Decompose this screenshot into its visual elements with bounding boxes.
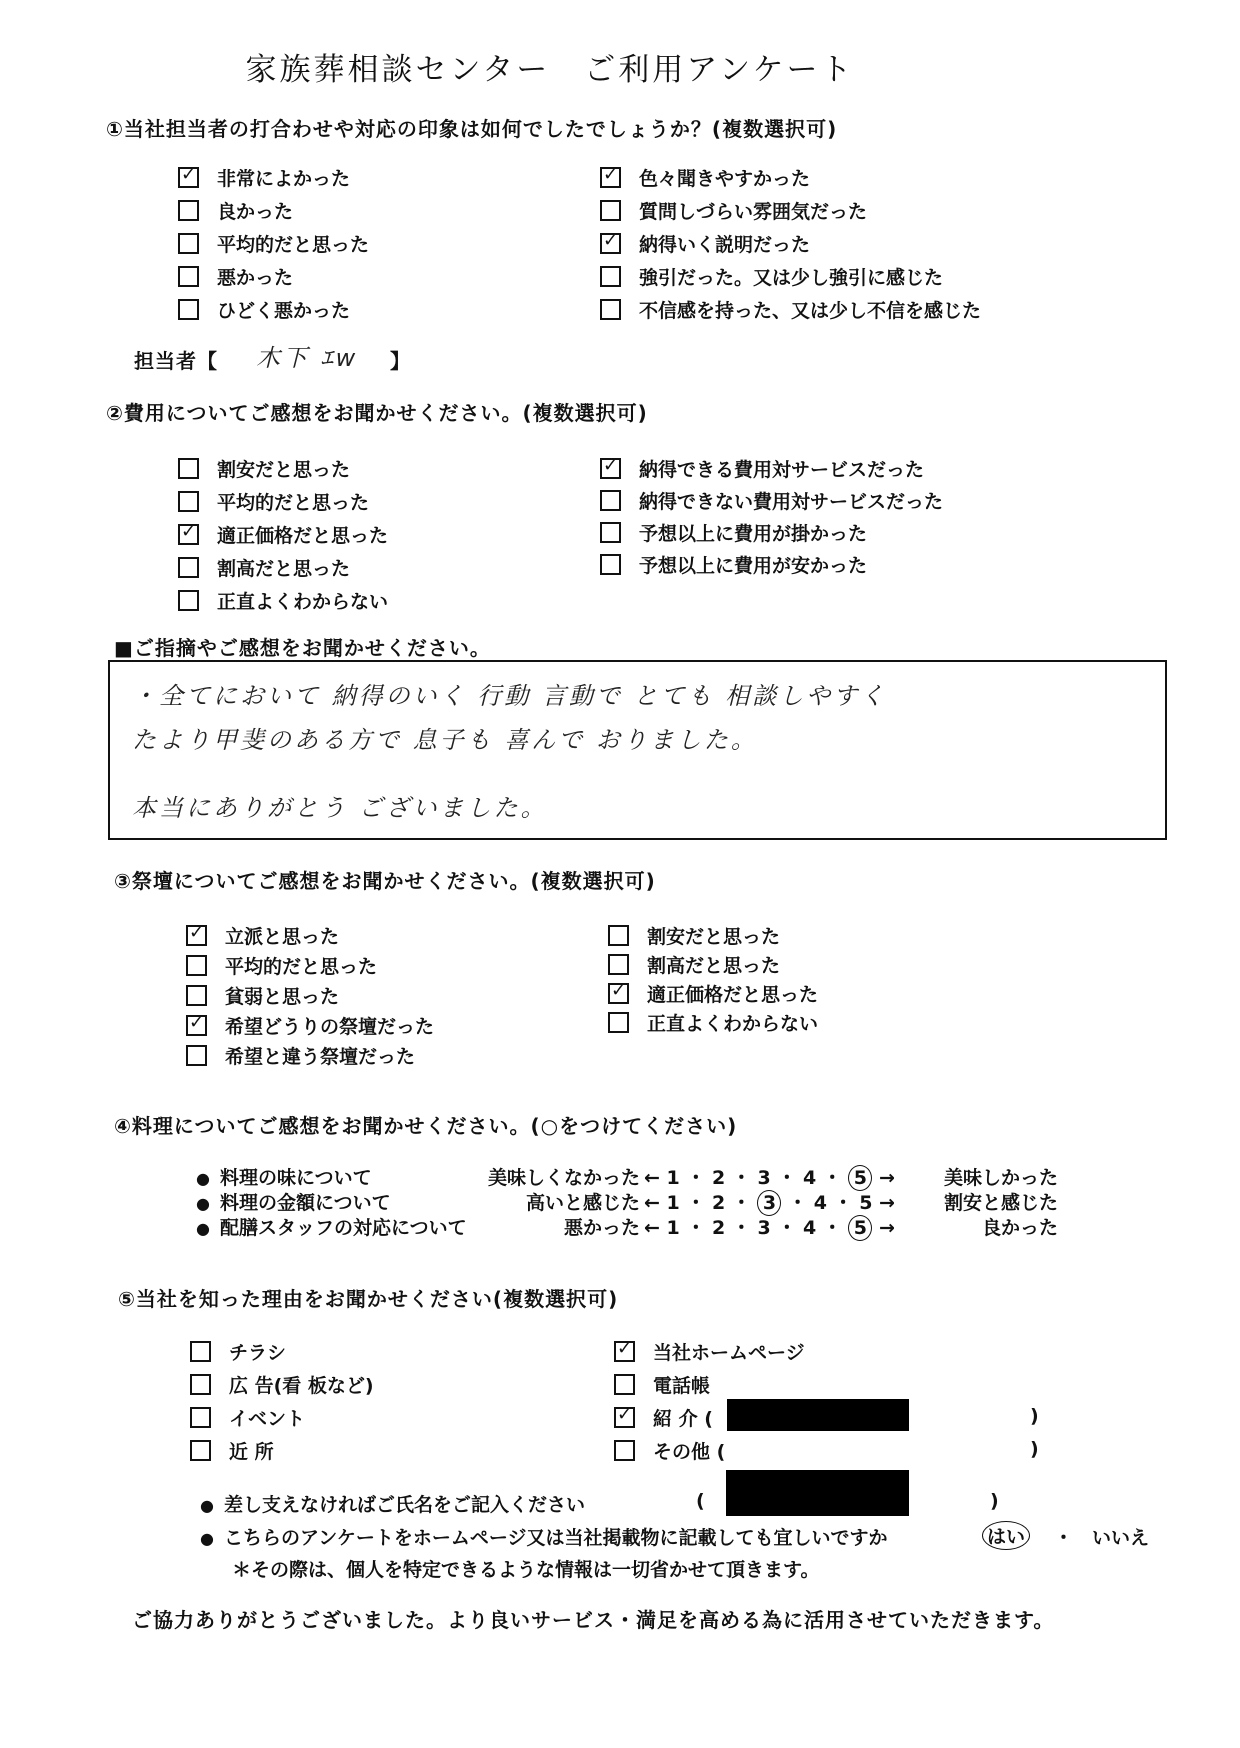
rating-option[interactable]: 1 (666, 1167, 680, 1189)
bullet-icon: ● (196, 1169, 210, 1188)
q3-left-option[interactable] (186, 1042, 415, 1069)
q3-left-option[interactable] (186, 952, 377, 979)
option-label: 正直よくわからない (217, 591, 389, 613)
option-label: その他 ( (653, 1441, 726, 1463)
checkbox-icon[interactable] (608, 1012, 629, 1033)
bullet-icon: ● (196, 1194, 210, 1213)
rating-high-label: 良かった (981, 1217, 1058, 1239)
checkbox-icon[interactable] (608, 925, 629, 946)
option-label: 当社ホームページ (653, 1342, 805, 1364)
q2-right-option[interactable] (600, 519, 867, 546)
name-open-paren: ( (696, 1490, 705, 1512)
option-label: 納得いく説明だった (639, 234, 811, 256)
rating-row-label (196, 1213, 467, 1240)
option-label: 適正価格だと思った (217, 525, 389, 547)
other-close-paren: ) (1030, 1438, 1039, 1460)
option-label: 納得できる費用対サービスだった (639, 459, 925, 481)
option-label: 広 告(看 板など) (229, 1375, 374, 1397)
q2-left-option[interactable] (178, 521, 388, 548)
selected-rating-option[interactable]: 5 (848, 1215, 872, 1241)
checkbox-icon[interactable] (600, 200, 621, 221)
option-label: 貧弱と思った (225, 986, 340, 1008)
option-label: 不信感を持った、又は少し不信を感じた (639, 300, 982, 322)
checked-checkbox-icon[interactable] (186, 1015, 207, 1036)
comment-line-2: たより甲斐のある方で 息子も 喜んで おりました。 (132, 726, 758, 754)
rating-option[interactable]: 1 (666, 1192, 680, 1214)
q5-right-option[interactable] (614, 1437, 725, 1464)
staff-close: 】 (390, 349, 411, 373)
option-label: 非常によかった (217, 168, 351, 190)
q1-left-option[interactable] (178, 164, 350, 191)
q2-right-option[interactable] (600, 487, 943, 514)
checked-checkbox-icon[interactable] (614, 1341, 635, 1362)
rating-low-label: 高いと感じた (525, 1192, 640, 1214)
checkbox-icon[interactable] (186, 955, 207, 976)
rating-option[interactable]: 3 (757, 1217, 771, 1239)
checkbox-icon[interactable] (186, 1045, 207, 1066)
rating-option[interactable]: 4 (802, 1167, 817, 1189)
checkbox-icon[interactable] (600, 299, 621, 320)
q1-right-option[interactable] (600, 263, 943, 290)
option-label: 正直よくわからない (647, 1013, 819, 1035)
name-line-text: 差し支えなければご氏名をご記入ください (223, 1494, 585, 1516)
checkbox-icon[interactable] (186, 985, 207, 1006)
rating-row-label (196, 1163, 372, 1190)
option-label: 予想以上に費用が掛かった (639, 523, 868, 545)
selected-rating-option[interactable]: 3 (757, 1190, 781, 1216)
checkbox-icon[interactable] (178, 266, 199, 287)
checked-checkbox-icon[interactable] (600, 167, 621, 188)
rating-question: 配膳スタッフの対応について (219, 1217, 467, 1239)
comments-label: ■ご指摘やご感想をお聞かせください。 (114, 636, 491, 660)
option-label: 割高だと思った (217, 558, 351, 580)
option-label: 平均的だと思った (217, 234, 370, 256)
referral-close-paren: ) (1030, 1405, 1039, 1427)
option-label: 平均的だと思った (217, 492, 370, 514)
page-title: 家族葬相談センター ご利用アンケート (245, 52, 855, 88)
selected-rating-option[interactable]: 5 (848, 1165, 872, 1191)
q5-right-option[interactable] (614, 1371, 710, 1398)
checkbox-icon[interactable] (178, 299, 199, 320)
option-label: 色々聞きやすかった (639, 168, 811, 190)
question-4-label: ④料理についてご感想をお聞かせください。(○をつけてください) (114, 1114, 738, 1138)
option-label: ひどく悪かった (217, 300, 351, 322)
checkbox-icon[interactable] (600, 554, 621, 575)
q3-right-option[interactable] (608, 1009, 818, 1036)
option-label: 電話帳 (653, 1375, 711, 1397)
consent-line-text: こちらのアンケートをホームページ又は当社掲載物に記載しても宜しいですか (223, 1527, 888, 1549)
checkbox-icon[interactable] (190, 1407, 211, 1428)
option-label: 希望どうりの祭壇だった (225, 1016, 435, 1038)
comment-line-1: ・全てにおいて 納得のいく 行動 言動で とても 相談しやすく (132, 682, 888, 710)
rating-option[interactable]: 5 (859, 1192, 873, 1214)
checkbox-icon[interactable] (190, 1374, 211, 1395)
rating-option[interactable]: 2 (712, 1192, 726, 1214)
redacted-name (726, 1470, 909, 1516)
option-label: 希望と違う祭壇だった (225, 1046, 416, 1068)
checkbox-icon[interactable] (178, 200, 199, 221)
q1-right-option[interactable] (600, 230, 810, 257)
option-label: 紹 介 ( (653, 1408, 713, 1430)
q5-left-option[interactable] (190, 1338, 286, 1365)
question-2-label: ②費用についてご感想をお聞かせください。(複数選択可) (106, 401, 648, 425)
checkbox-icon[interactable] (600, 522, 621, 543)
privacy-note: ＊その際は、個人を特定できるような情報は一切省かせて頂きます。 (232, 1559, 820, 1581)
checked-checkbox-icon[interactable] (614, 1407, 635, 1428)
q5-left-option[interactable] (190, 1404, 305, 1431)
option-label: 適正価格だと思った (647, 984, 819, 1006)
checkbox-icon[interactable] (608, 954, 629, 975)
q1-left-option[interactable] (178, 230, 369, 257)
q2-left-option[interactable] (178, 488, 369, 515)
q1-right-option[interactable] (600, 164, 810, 191)
consent-separator: ・ (1054, 1527, 1074, 1549)
checked-checkbox-icon[interactable] (178, 167, 199, 188)
staff-label: 担当者【 (134, 349, 218, 373)
option-label: 納得できない費用対サービスだった (639, 491, 944, 513)
checkbox-icon[interactable] (600, 266, 621, 287)
q1-right-option[interactable] (600, 197, 867, 224)
option-label: 立派と思った (225, 926, 340, 948)
name-close-paren: ) (990, 1490, 999, 1512)
option-label: 良かった (217, 201, 294, 223)
q3-left-option[interactable] (186, 982, 339, 1009)
option-label: 割安だと思った (217, 459, 351, 481)
bullet-icon: ● (196, 1219, 210, 1238)
rating-scale[interactable]: ← 1 ・ 2 ・ 3 ・ 4 ・ 5 → (644, 1192, 895, 1214)
q2-left-option[interactable] (178, 587, 388, 614)
option-label: 予想以上に費用が安かった (639, 555, 868, 577)
q5-left-option[interactable] (190, 1371, 374, 1398)
rating-option[interactable]: 2 (712, 1217, 726, 1239)
redacted-referral (727, 1399, 909, 1431)
rating-low-label: 美味しくなかった (487, 1167, 640, 1189)
checked-checkbox-icon[interactable] (608, 983, 629, 1004)
checked-checkbox-icon[interactable] (178, 524, 199, 545)
option-label: 近 所 (229, 1441, 274, 1463)
checkbox-icon[interactable] (614, 1440, 635, 1461)
option-label: イベント (229, 1408, 306, 1430)
bullet-icon: ● (200, 1529, 214, 1548)
q3-right-option[interactable] (608, 922, 780, 949)
rating-low-label: 悪かった (563, 1217, 640, 1239)
rating-option[interactable]: 4 (802, 1217, 817, 1239)
q1-right-option[interactable] (600, 296, 981, 323)
question-3-label: ③祭壇についてご感想をお聞かせください。(複数選択可) (114, 869, 656, 893)
checkbox-icon[interactable] (178, 458, 199, 479)
q1-left-option[interactable] (178, 263, 293, 290)
rating-option[interactable]: 3 (757, 1167, 771, 1189)
rating-high-label: 美味しかった (943, 1167, 1058, 1189)
bullet-icon: ● (200, 1496, 214, 1515)
name-line (200, 1490, 585, 1517)
q3-left-option[interactable] (186, 1012, 434, 1039)
checked-checkbox-icon[interactable] (186, 925, 207, 946)
q2-right-option[interactable] (600, 455, 924, 482)
rating-question: 料理の味について (219, 1167, 372, 1189)
rating-scale[interactable]: ← 1 ・ 2 ・ 3 ・ 4 ・ 5 → (644, 1167, 895, 1189)
consent-yes-circled: はい (982, 1521, 1030, 1550)
option-label: 質問しづらい雰囲気だった (639, 201, 868, 223)
checkbox-icon[interactable] (178, 590, 199, 611)
option-label: 平均的だと思った (225, 956, 378, 978)
comment-line-3: 本当にありがとう ございました。 (132, 794, 548, 822)
rating-option[interactable]: 2 (712, 1167, 726, 1189)
checkbox-icon[interactable] (178, 557, 199, 578)
rating-row-label (196, 1188, 391, 1215)
checkbox-icon[interactable] (178, 233, 199, 254)
checkbox-icon[interactable] (190, 1440, 211, 1461)
q3-right-option[interactable] (608, 980, 818, 1007)
q3-right-option[interactable] (608, 951, 780, 978)
q1-left-option[interactable] (178, 197, 293, 224)
question-1-label: ①当社担当者の打合わせや対応の印象は如何でしたでしょうか？(複数選択可) (106, 117, 838, 141)
q5-right-option[interactable] (614, 1338, 805, 1365)
q2-left-option[interactable] (178, 455, 350, 482)
rating-option[interactable]: 1 (666, 1217, 680, 1239)
q2-left-option[interactable] (178, 554, 350, 581)
checked-checkbox-icon[interactable] (600, 233, 621, 254)
rating-option[interactable]: 4 (813, 1192, 827, 1214)
staff-name-handwritten: 木下 ｴw (256, 344, 359, 372)
checked-checkbox-icon[interactable] (600, 458, 621, 479)
checkbox-icon[interactable] (178, 491, 199, 512)
option-label: チラシ (229, 1342, 287, 1364)
q1-left-option[interactable] (178, 296, 350, 323)
q3-left-option[interactable] (186, 922, 339, 949)
consent-line (200, 1523, 887, 1550)
q5-right-option[interactable] (614, 1404, 713, 1431)
rating-question: 料理の金額について (219, 1192, 391, 1214)
checkbox-icon[interactable] (600, 490, 621, 511)
footer-thanks: ご協力ありがとうございました。より良いサービス・満足を高める為に活用させていただきます。 (132, 1608, 1055, 1632)
checkbox-icon[interactable] (614, 1374, 635, 1395)
checkbox-icon[interactable] (190, 1341, 211, 1362)
option-label: 悪かった (217, 267, 294, 289)
question-5-label: ⑤当社を知った理由をお聞かせください(複数選択可) (118, 1287, 619, 1311)
consent-no: いいえ (1092, 1527, 1150, 1549)
option-label: 強引だった。又は少し強引に感じた (639, 267, 944, 289)
option-label: 割高だと思った (647, 955, 781, 977)
rating-high-label: 割安と感じた (943, 1192, 1058, 1214)
rating-scale[interactable]: ← 1 ・ 2 ・ 3 ・ 4 ・ 5 → (644, 1217, 895, 1239)
q2-right-option[interactable] (600, 551, 867, 578)
option-label: 割安だと思った (647, 926, 781, 948)
q5-left-option[interactable] (190, 1437, 274, 1464)
